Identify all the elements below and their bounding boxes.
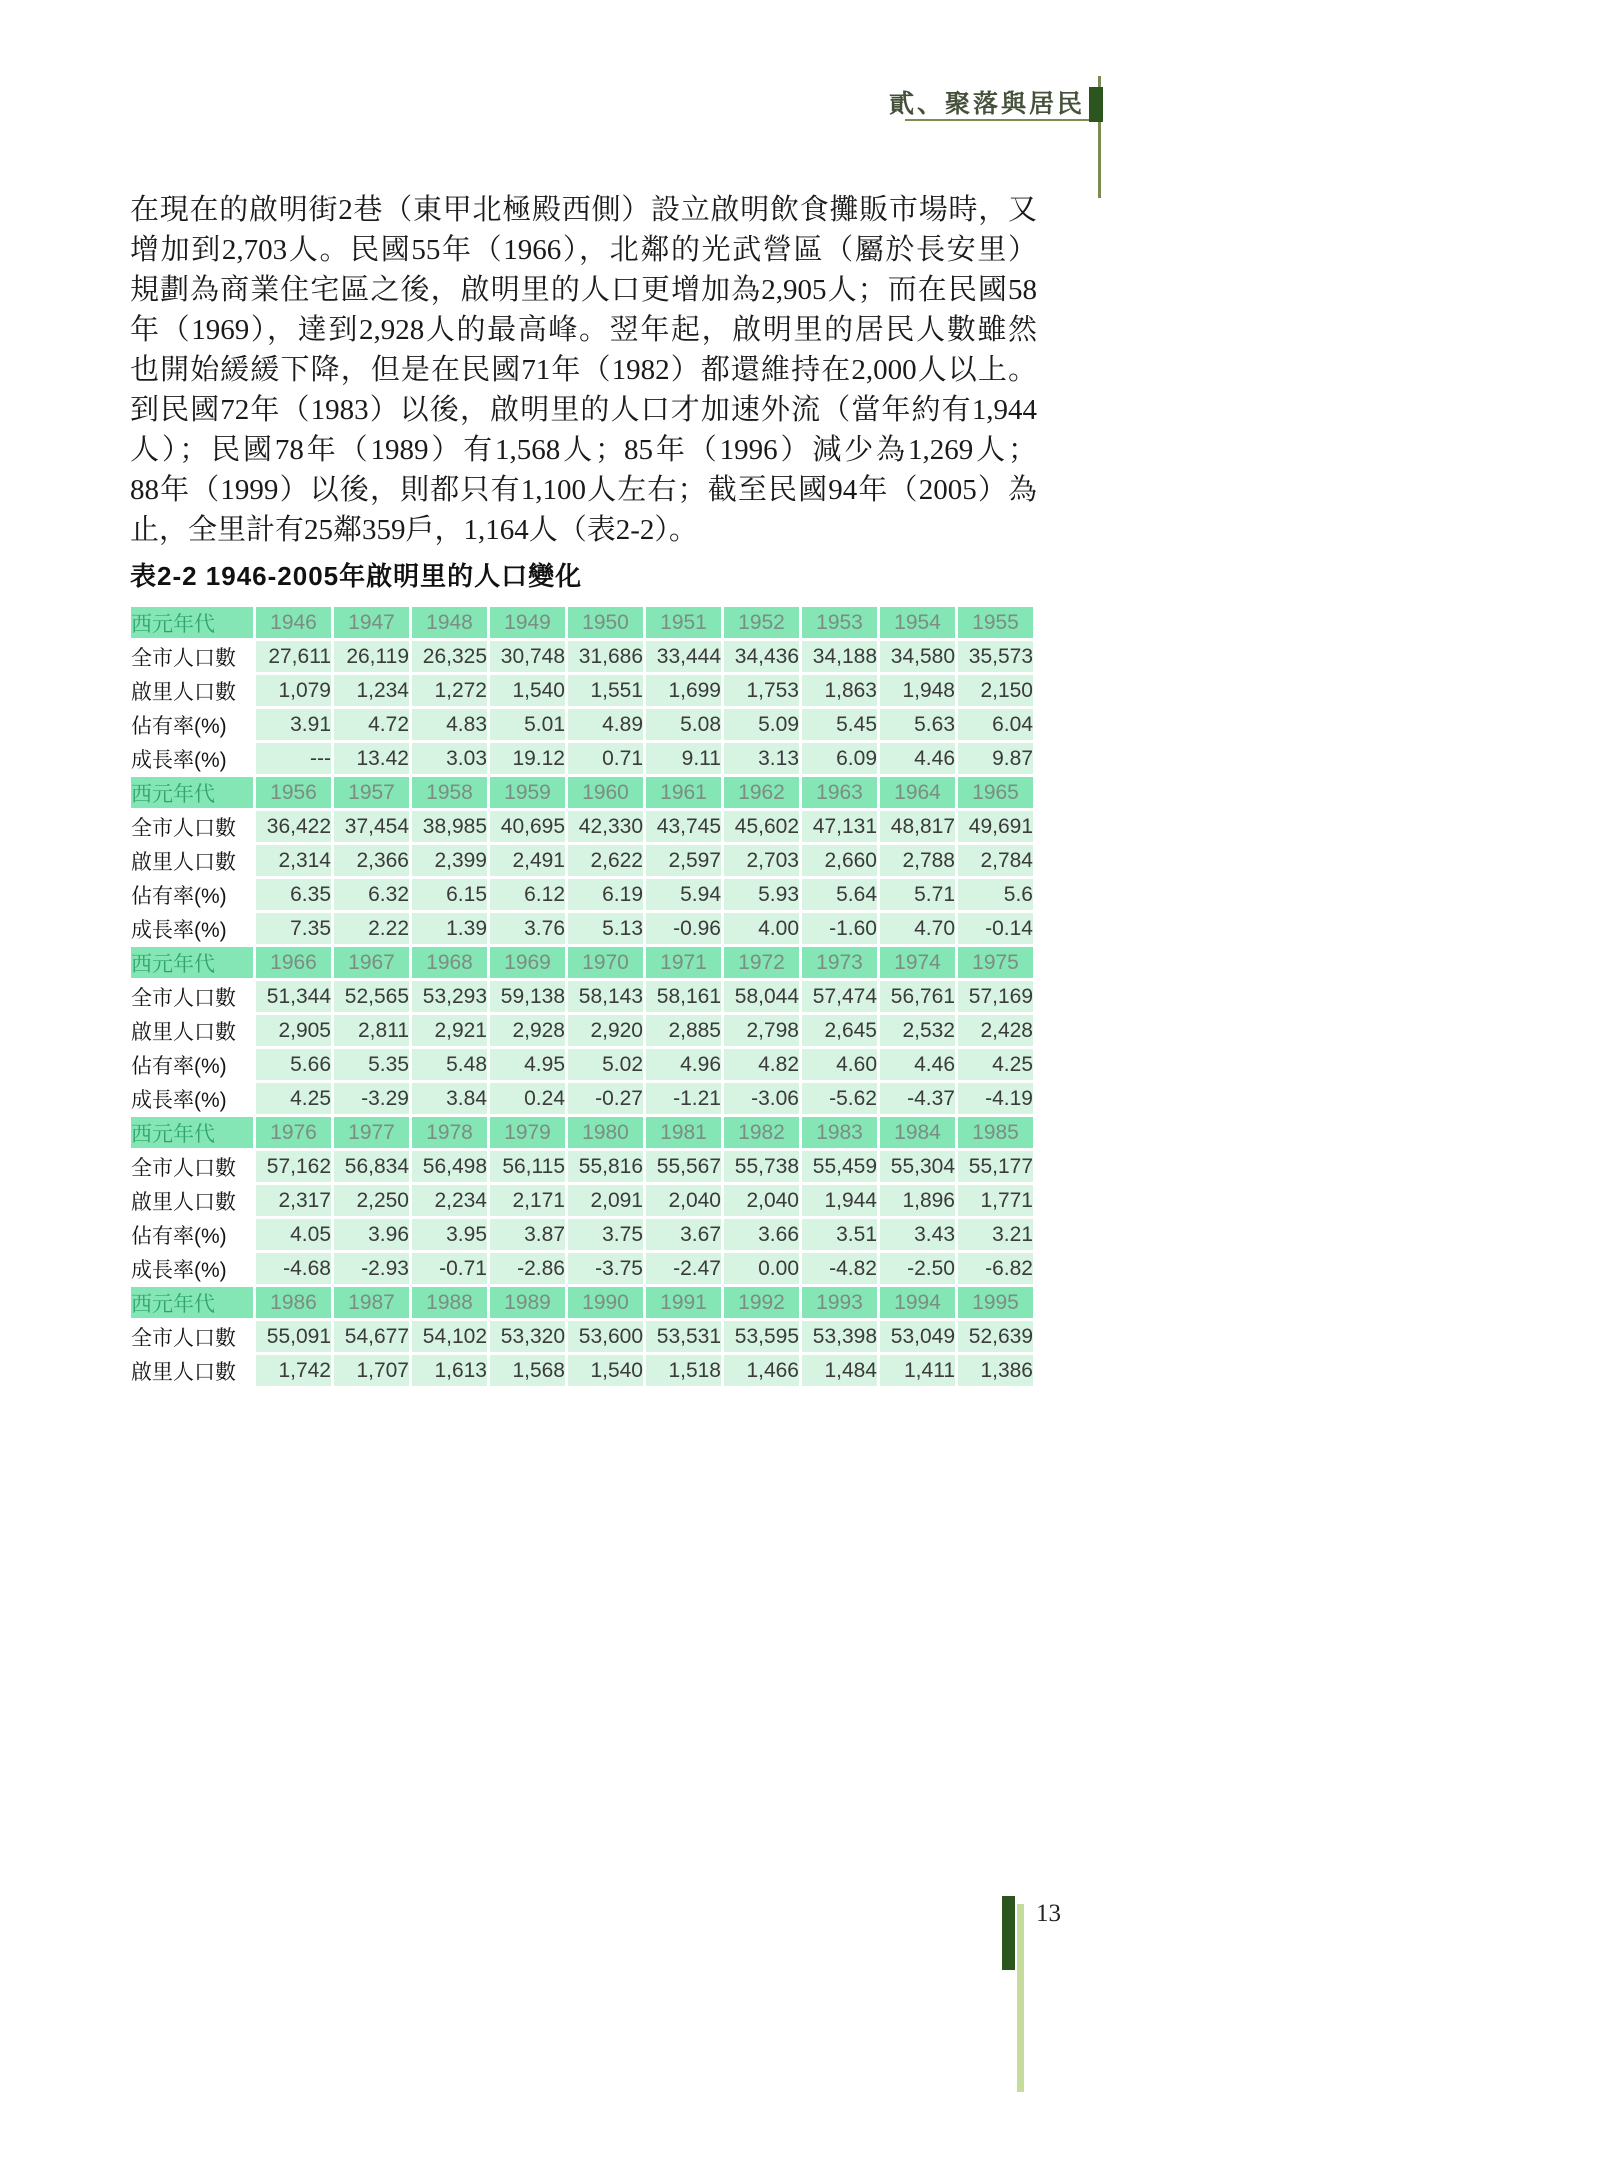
value-cell: 2,597 [646,845,721,876]
year-cell: 1967 [334,947,409,978]
year-cell: 1966 [256,947,331,978]
paragraph-line: 88年（1999）以後，則都只有1,100人左右；截至民國94年（2005）為 [130,474,1037,506]
value-cell: 1.39 [412,913,487,944]
value-cell: 26,119 [334,641,409,672]
year-cell: 1969 [490,947,565,978]
year-cell: 1976 [256,1117,331,1148]
value-cell: 1,742 [256,1355,331,1386]
value-cell: 3.67 [646,1219,721,1250]
value-cell: 2,171 [490,1185,565,1216]
value-cell: 54,102 [412,1321,487,1352]
row-label: 佔有率(%) [131,1219,253,1250]
population-table [128,604,1036,1389]
table-data-row [131,1185,1033,1216]
value-cell: 4.46 [880,1049,955,1080]
row-label: 啟里人口數 [131,675,253,706]
value-cell: -6.82 [958,1253,1033,1284]
value-cell: 4.89 [568,709,643,740]
value-cell: 31,686 [568,641,643,672]
value-cell: 1,540 [568,1355,643,1386]
row-label: 全市人口數 [131,981,253,1012]
value-cell: 1,234 [334,675,409,706]
value-cell: 5.71 [880,879,955,910]
year-cell: 1962 [724,777,799,808]
value-cell: 1,568 [490,1355,565,1386]
year-cell: 1971 [646,947,721,978]
value-cell: 43,745 [646,811,721,842]
value-cell: 57,162 [256,1151,331,1182]
value-cell: -3.29 [334,1083,409,1114]
year-cell: 1958 [412,777,487,808]
value-cell: 3.21 [958,1219,1033,1250]
paragraph-line: 增加到2,703人。民國55年（1966），北鄰的光武營區（屬於長安里） [130,234,1037,266]
value-cell: 13.42 [334,743,409,774]
value-cell: 26,325 [412,641,487,672]
value-cell: 2,921 [412,1015,487,1046]
value-cell: -2.86 [490,1253,565,1284]
value-cell: 2,622 [568,845,643,876]
value-cell: 1,411 [880,1355,955,1386]
year-cell: 1949 [490,607,565,638]
row-label: 成長率(%) [131,743,253,774]
value-cell: 19.12 [490,743,565,774]
value-cell: 1,944 [802,1185,877,1216]
value-cell: -0.96 [646,913,721,944]
value-cell: 3.43 [880,1219,955,1250]
value-cell: 2,788 [880,845,955,876]
table-data-row [131,913,1033,944]
value-cell: 1,540 [490,675,565,706]
value-cell: 3.66 [724,1219,799,1250]
year-cell: 1992 [724,1287,799,1318]
value-cell: 2,703 [724,845,799,876]
value-cell: 27,611 [256,641,331,672]
value-cell: 3.75 [568,1219,643,1250]
year-cell: 1983 [802,1117,877,1148]
paragraph-line: 到民國72年（1983）以後，啟明里的人口才加速外流（當年約有1,944 [130,394,1037,426]
value-cell: 1,551 [568,675,643,706]
value-cell: 5.01 [490,709,565,740]
value-cell: 6.09 [802,743,877,774]
value-cell: 2,399 [412,845,487,876]
value-cell: -4.82 [802,1253,877,1284]
value-cell: 34,188 [802,641,877,672]
section-header: 貳、聚落與居民 [888,91,1085,118]
value-cell: 33,444 [646,641,721,672]
value-cell: 53,398 [802,1321,877,1352]
value-cell: 6.15 [412,879,487,910]
value-cell: -0.27 [568,1083,643,1114]
year-cell: 1987 [334,1287,409,1318]
value-cell: 4.25 [958,1049,1033,1080]
value-cell: 5.35 [334,1049,409,1080]
table-year-header-row [131,777,1033,808]
table-data-row [131,1151,1033,1182]
year-cell: 1973 [802,947,877,978]
value-cell: 2,091 [568,1185,643,1216]
row-label: 啟里人口數 [131,845,253,876]
value-cell: -5.62 [802,1083,877,1114]
year-cell: 1954 [880,607,955,638]
value-cell: 58,143 [568,981,643,1012]
value-cell: 2,798 [724,1015,799,1046]
value-cell: 2,491 [490,845,565,876]
value-cell: 5.66 [256,1049,331,1080]
value-cell: 5.64 [802,879,877,910]
year-cell: 1959 [490,777,565,808]
value-cell: 2,366 [334,845,409,876]
value-cell: 2,040 [646,1185,721,1216]
year-cell: 1985 [958,1117,1033,1148]
value-cell: 6.12 [490,879,565,910]
year-cell: 1991 [646,1287,721,1318]
row-label: 成長率(%) [131,1083,253,1114]
value-cell: 47,131 [802,811,877,842]
value-cell: 59,138 [490,981,565,1012]
value-cell: -2.50 [880,1253,955,1284]
value-cell: 2,040 [724,1185,799,1216]
year-cell: 1974 [880,947,955,978]
year-cell: 1956 [256,777,331,808]
table-data-row [131,1321,1033,1352]
value-cell: 1,707 [334,1355,409,1386]
footer-accent-bar-light [1017,1904,1024,2092]
value-cell: -3.75 [568,1253,643,1284]
year-cell: 1989 [490,1287,565,1318]
value-cell: 1,753 [724,675,799,706]
value-cell: 5.63 [880,709,955,740]
year-cell: 1994 [880,1287,955,1318]
year-cell: 1970 [568,947,643,978]
paragraph-line: 也開始緩緩下降，但是在民國71年（1982）都還維持在2,000人以上。 [130,354,1037,386]
value-cell: 2.22 [334,913,409,944]
table-data-row [131,641,1033,672]
value-cell: 5.93 [724,879,799,910]
table-data-row [131,709,1033,740]
footer-accent-bar-dark [1002,1896,1015,1970]
value-cell: 53,595 [724,1321,799,1352]
row-label: 成長率(%) [131,1253,253,1284]
value-cell: 6.35 [256,879,331,910]
value-cell: 56,761 [880,981,955,1012]
value-cell: 4.83 [412,709,487,740]
row-label: 啟里人口數 [131,1015,253,1046]
value-cell: 5.45 [802,709,877,740]
year-cell: 1948 [412,607,487,638]
table-data-row [131,981,1033,1012]
table-year-header-row [131,1287,1033,1318]
row-label: 佔有率(%) [131,709,253,740]
value-cell: 1,863 [802,675,877,706]
value-cell: 4.72 [334,709,409,740]
table-data-row [131,1219,1033,1250]
value-cell: 56,115 [490,1151,565,1182]
year-cell: 1950 [568,607,643,638]
value-cell: 9.11 [646,743,721,774]
page-number: 13 [1036,1900,1061,1927]
value-cell: 52,565 [334,981,409,1012]
value-cell: 1,466 [724,1355,799,1386]
value-cell: 40,695 [490,811,565,842]
value-cell: 55,091 [256,1321,331,1352]
value-cell: 5.08 [646,709,721,740]
value-cell: 5.48 [412,1049,487,1080]
value-cell: 3.51 [802,1219,877,1250]
year-cell: 1977 [334,1117,409,1148]
value-cell: 54,677 [334,1321,409,1352]
value-cell: 5.02 [568,1049,643,1080]
year-cell: 1972 [724,947,799,978]
table-data-row [131,743,1033,774]
value-cell: 3.96 [334,1219,409,1250]
table-title: 表2-2 1946-2005年啟明里的人口變化 [130,561,583,591]
value-cell: 55,459 [802,1151,877,1182]
value-cell: -2.47 [646,1253,721,1284]
value-cell: 56,834 [334,1151,409,1182]
year-cell: 1961 [646,777,721,808]
value-cell: 4.25 [256,1083,331,1114]
value-cell: 1,386 [958,1355,1033,1386]
row-label: 佔有率(%) [131,1049,253,1080]
value-cell: 3.13 [724,743,799,774]
year-cell: 1981 [646,1117,721,1148]
value-cell: 51,344 [256,981,331,1012]
year-cell: 1993 [802,1287,877,1318]
value-cell: 2,928 [490,1015,565,1046]
row-label: 西元年代 [131,777,253,808]
value-cell: 53,531 [646,1321,721,1352]
value-cell: 3.91 [256,709,331,740]
table-data-row [131,1015,1033,1046]
value-cell: 55,816 [568,1151,643,1182]
value-cell: 2,811 [334,1015,409,1046]
value-cell: 2,150 [958,675,1033,706]
value-cell: 5.6 [958,879,1033,910]
value-cell: 49,691 [958,811,1033,842]
value-cell: -0.14 [958,913,1033,944]
value-cell: 4.96 [646,1049,721,1080]
value-cell: 1,771 [958,1185,1033,1216]
table-data-row [131,811,1033,842]
value-cell: 6.32 [334,879,409,910]
value-cell: 5.13 [568,913,643,944]
value-cell: -4.68 [256,1253,331,1284]
row-label: 啟里人口數 [131,1355,253,1386]
table-data-row [131,1083,1033,1114]
value-cell: -4.19 [958,1083,1033,1114]
value-cell: 2,532 [880,1015,955,1046]
value-cell: 52,639 [958,1321,1033,1352]
paragraph-line: 在現在的啟明街2巷（東甲北極殿西側）設立啟明飲食攤販市場時，又 [130,194,1037,226]
paragraph-line: 止，全里計有25鄰359戶，1,164人（表2-2）。 [130,514,698,546]
value-cell: 53,320 [490,1321,565,1352]
value-cell: 34,580 [880,641,955,672]
value-cell: 1,272 [412,675,487,706]
table-data-row [131,675,1033,706]
value-cell: 3.84 [412,1083,487,1114]
row-label: 成長率(%) [131,913,253,944]
year-cell: 1982 [724,1117,799,1148]
value-cell: 58,044 [724,981,799,1012]
value-cell: 0.24 [490,1083,565,1114]
table-data-row [131,879,1033,910]
table-year-header-row [131,947,1033,978]
value-cell: 4.46 [880,743,955,774]
value-cell: 0.00 [724,1253,799,1284]
row-label: 佔有率(%) [131,879,253,910]
table-data-row [131,1355,1033,1386]
year-cell: 1995 [958,1287,1033,1318]
year-cell: 1951 [646,607,721,638]
body-paragraph [130,190,1037,550]
row-label: 西元年代 [131,947,253,978]
value-cell: 30,748 [490,641,565,672]
value-cell: 2,250 [334,1185,409,1216]
value-cell: 53,049 [880,1321,955,1352]
year-cell: 1952 [724,607,799,638]
year-cell: 1955 [958,607,1033,638]
value-cell: -3.06 [724,1083,799,1114]
value-cell: -0.71 [412,1253,487,1284]
value-cell: 2,920 [568,1015,643,1046]
table-data-row [131,845,1033,876]
row-label: 全市人口數 [131,811,253,842]
value-cell: 57,474 [802,981,877,1012]
year-cell: 1953 [802,607,877,638]
year-cell: 1984 [880,1117,955,1148]
value-cell: 53,600 [568,1321,643,1352]
value-cell: 1,518 [646,1355,721,1386]
year-cell: 1947 [334,607,409,638]
value-cell: 55,304 [880,1151,955,1182]
value-cell: 38,985 [412,811,487,842]
year-cell: 1975 [958,947,1033,978]
value-cell: 3.76 [490,913,565,944]
row-label: 西元年代 [131,1287,253,1318]
year-cell: 1990 [568,1287,643,1318]
value-cell: 4.00 [724,913,799,944]
value-cell: 3.87 [490,1219,565,1250]
value-cell: -2.93 [334,1253,409,1284]
value-cell: 2,428 [958,1015,1033,1046]
row-label: 全市人口數 [131,1151,253,1182]
year-cell: 1979 [490,1117,565,1148]
value-cell: 57,169 [958,981,1033,1012]
value-cell: 1,484 [802,1355,877,1386]
value-cell: 9.87 [958,743,1033,774]
year-cell: 1957 [334,777,409,808]
value-cell: -1.21 [646,1083,721,1114]
value-cell: 4.05 [256,1219,331,1250]
value-cell: 3.95 [412,1219,487,1250]
value-cell: 55,567 [646,1151,721,1182]
value-cell: 1,948 [880,675,955,706]
value-cell: 2,885 [646,1015,721,1046]
value-cell: 2,784 [958,845,1033,876]
value-cell: 2,317 [256,1185,331,1216]
value-cell: 4.95 [490,1049,565,1080]
value-cell: 45,602 [724,811,799,842]
value-cell: --- [256,743,331,774]
year-cell: 1963 [802,777,877,808]
header-accent-bar [1089,87,1103,122]
value-cell: 1,613 [412,1355,487,1386]
value-cell: 58,161 [646,981,721,1012]
row-label: 西元年代 [131,1117,253,1148]
year-cell: 1964 [880,777,955,808]
value-cell: 1,699 [646,675,721,706]
value-cell: 0.71 [568,743,643,774]
row-label: 西元年代 [131,607,253,638]
table-year-header-row [131,607,1033,638]
year-cell: 1960 [568,777,643,808]
table-data-row [131,1253,1033,1284]
value-cell: 2,234 [412,1185,487,1216]
value-cell: 4.60 [802,1049,877,1080]
year-cell: 1988 [412,1287,487,1318]
value-cell: 2,314 [256,845,331,876]
value-cell: 5.09 [724,709,799,740]
value-cell: 1,079 [256,675,331,706]
year-cell: 1946 [256,607,331,638]
row-label: 啟里人口數 [131,1185,253,1216]
paragraph-line: 人）；民國78年（1989）有1,568人；85年（1996）減少為1,269人； [130,434,1037,466]
paragraph-line: 年（1969），達到2,928人的最高峰。翌年起，啟明里的居民人數雖然 [130,314,1037,346]
paragraph-line: 規劃為商業住宅區之後，啟明里的人口更增加為2,905人；而在民國58 [130,274,1037,306]
value-cell: 36,422 [256,811,331,842]
value-cell: 48,817 [880,811,955,842]
value-cell: 35,573 [958,641,1033,672]
table-data-row [131,1049,1033,1080]
value-cell: 55,177 [958,1151,1033,1182]
value-cell: 1,896 [880,1185,955,1216]
year-cell: 1968 [412,947,487,978]
value-cell: 3.03 [412,743,487,774]
value-cell: -1.60 [802,913,877,944]
row-label: 全市人口數 [131,641,253,672]
value-cell: 37,454 [334,811,409,842]
year-cell: 1965 [958,777,1033,808]
value-cell: 53,293 [412,981,487,1012]
year-cell: 1986 [256,1287,331,1318]
value-cell: -4.37 [880,1083,955,1114]
value-cell: 4.70 [880,913,955,944]
row-label: 全市人口數 [131,1321,253,1352]
value-cell: 5.94 [646,879,721,910]
value-cell: 42,330 [568,811,643,842]
table-year-header-row [131,1117,1033,1148]
value-cell: 2,645 [802,1015,877,1046]
value-cell: 4.82 [724,1049,799,1080]
value-cell: 2,660 [802,845,877,876]
value-cell: 55,738 [724,1151,799,1182]
year-cell: 1978 [412,1117,487,1148]
value-cell: 7.35 [256,913,331,944]
value-cell: 56,498 [412,1151,487,1182]
value-cell: 6.04 [958,709,1033,740]
value-cell: 2,905 [256,1015,331,1046]
value-cell: 34,436 [724,641,799,672]
year-cell: 1980 [568,1117,643,1148]
value-cell: 6.19 [568,879,643,910]
